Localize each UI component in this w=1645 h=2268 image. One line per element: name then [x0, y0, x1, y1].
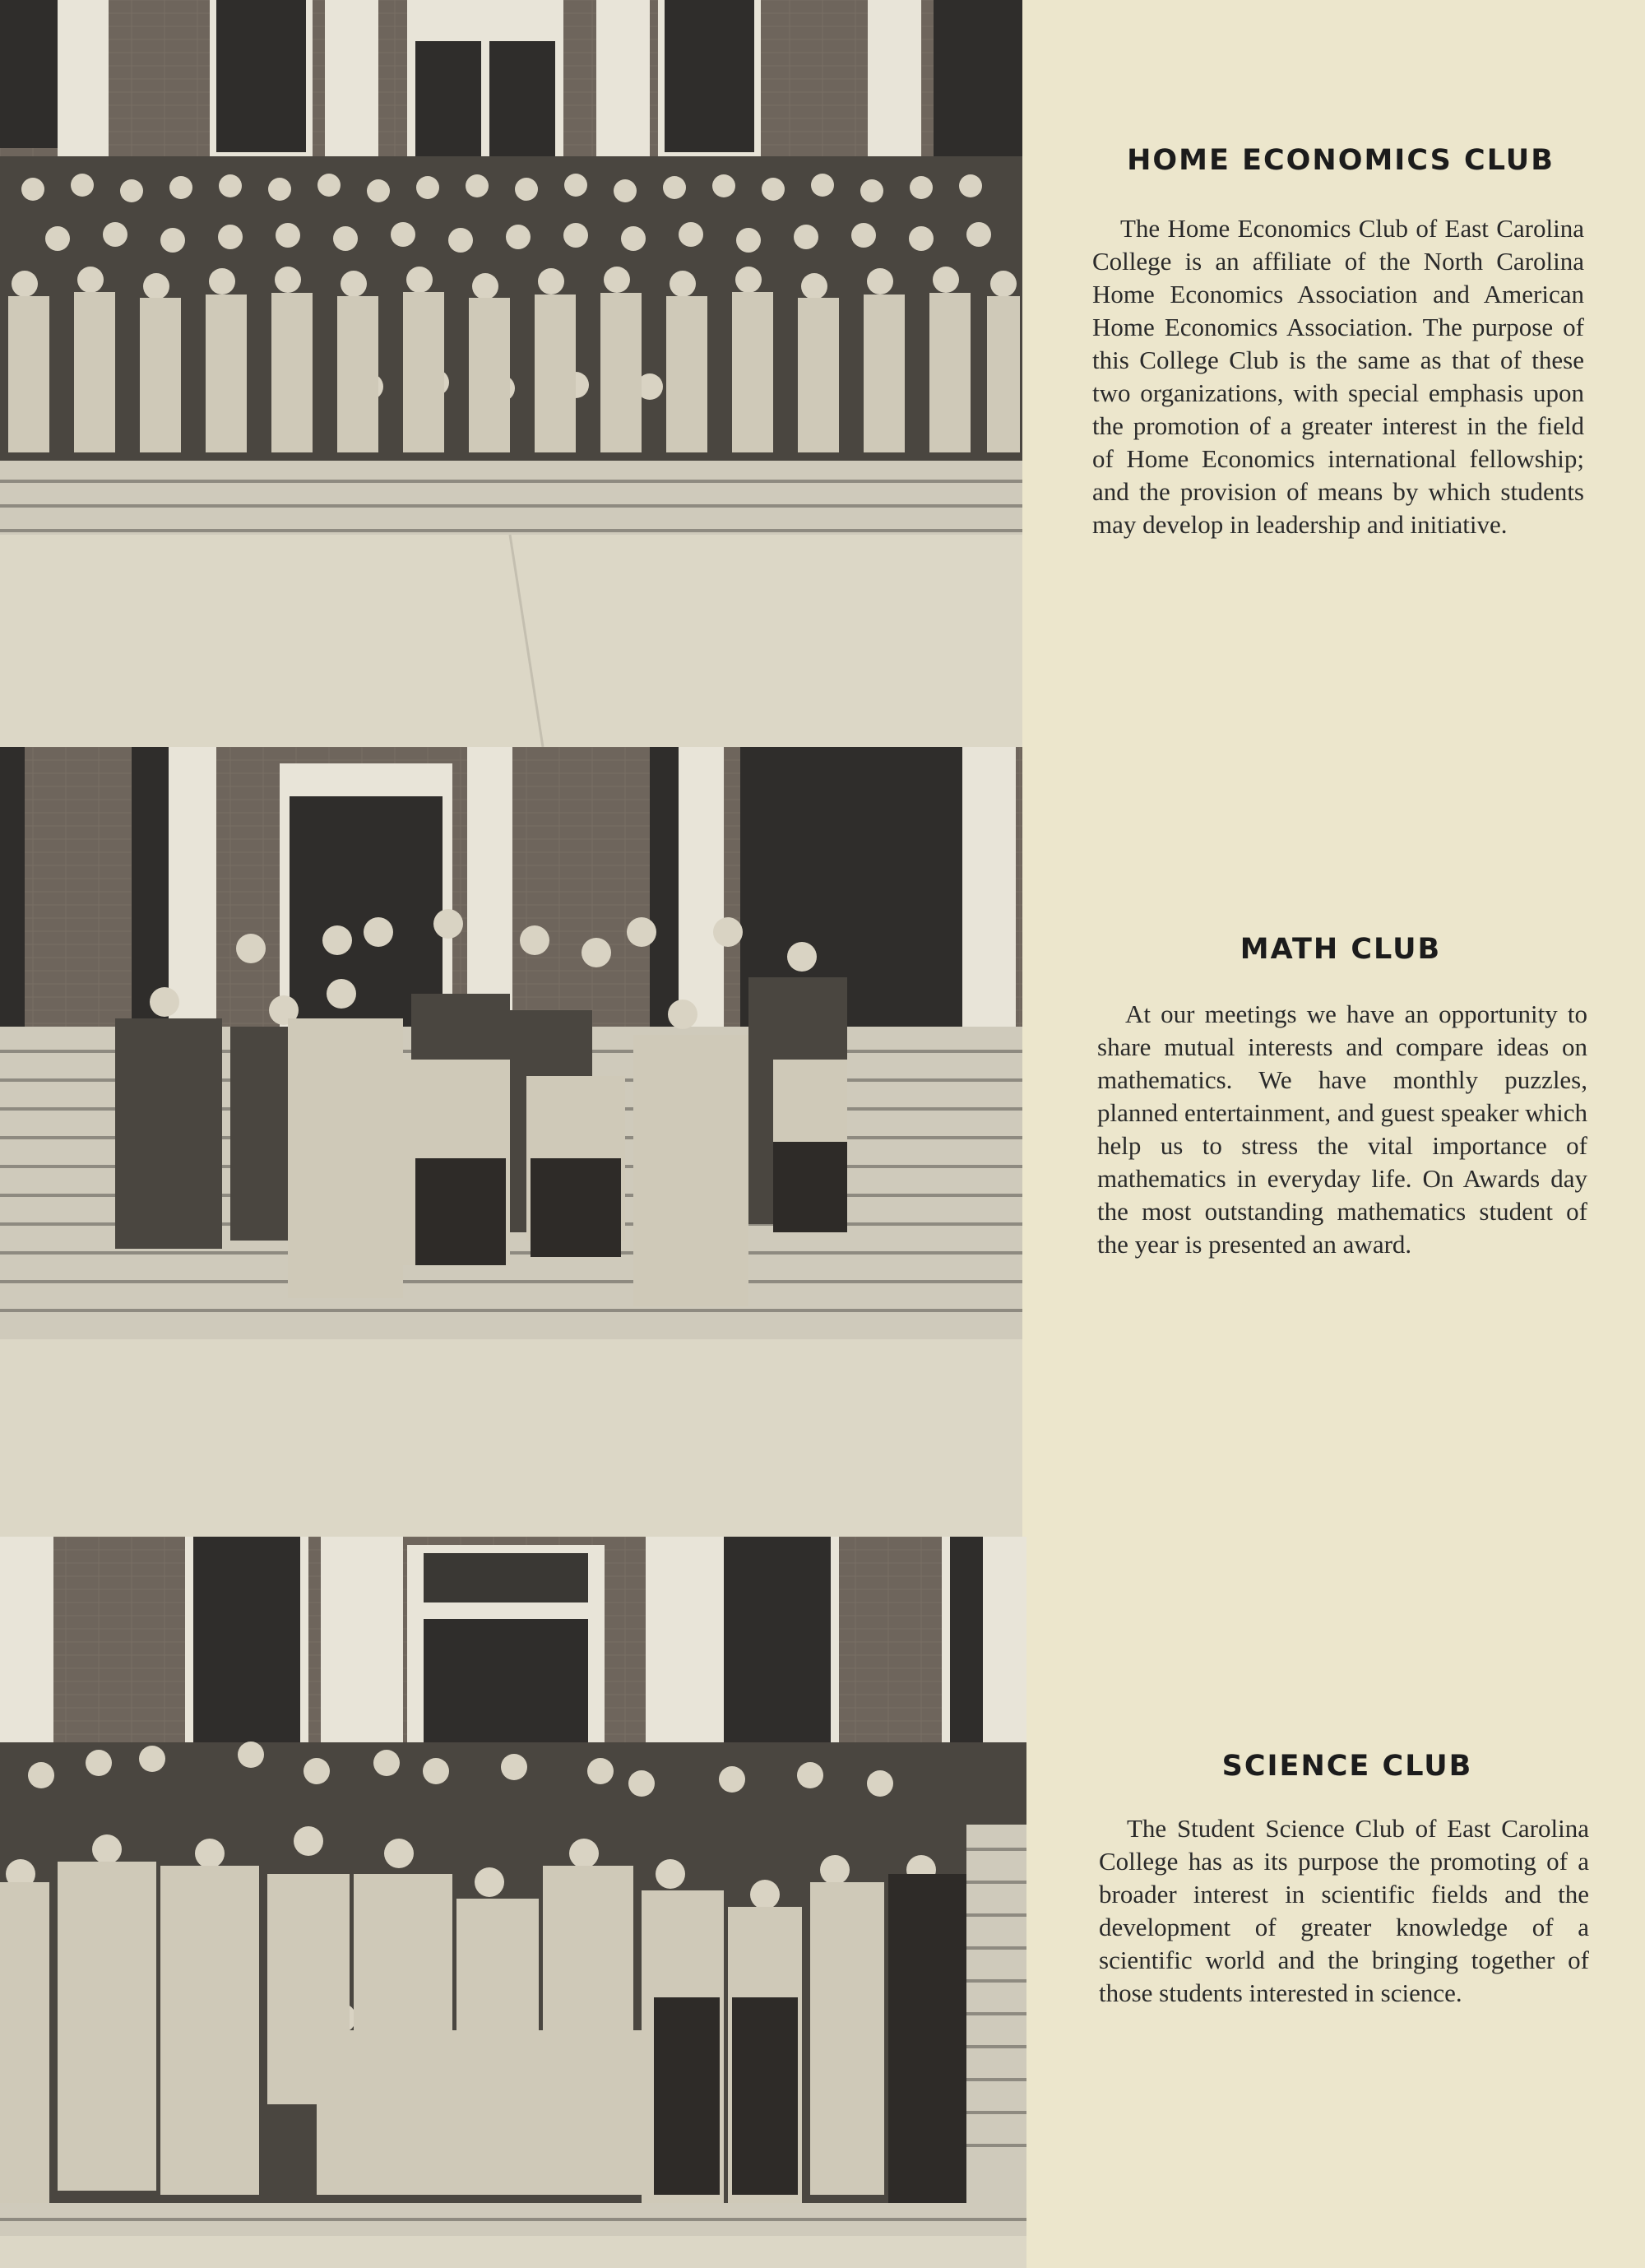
home-economics-club-heading: HOME ECONOMICS CLUB — [1127, 144, 1555, 177]
home-economics-club-photo — [0, 0, 1022, 747]
home-economics-club-description: The Home Economics Club of East Carolina College is an affiliate of the North Carolina Home Economics Association and American Home Economics Association. The purpose of this College Club is the same as that of these two organizations, with special emphasis upon the promotion of a greater interest in the field of Home Economics international fellowship; and the provision of means by which students may develop in leadership and initiative. — [1092, 214, 1584, 539]
science-club-photo — [0, 1537, 1026, 2268]
math-club-photo — [0, 747, 1022, 1537]
math-club-description: At our meetings we have an opportunity to share mutual interests and compare ideas on mathematics. We have monthly puzzles, planned entertainment, and guest speaker which help us to stress the vital importance of mathematics in everyday life. On Awards day the most outstanding mathematics student of the year is presented an award. — [1097, 999, 1587, 1259]
science-club-description: The Student Science Club of East Carolina College has as its purpose the promoting of a broader interest in scientific fields and the development of greater knowledge of a scientific world and the bringing together of those students interested in science. — [1099, 1814, 1589, 2007]
science-club-heading: SCIENCE CLUB — [1221, 1750, 1473, 1783]
math-club-heading: MATH CLUB — [1240, 933, 1442, 966]
